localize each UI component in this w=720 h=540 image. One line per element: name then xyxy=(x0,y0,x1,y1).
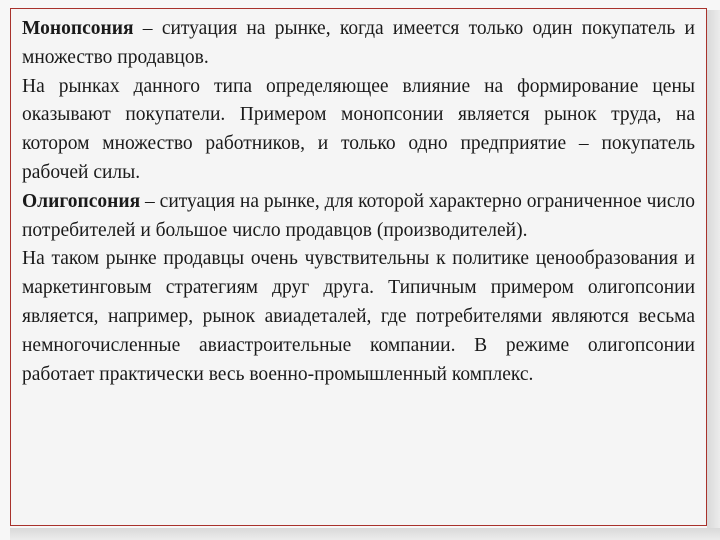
paragraph-text: – ситуация на рынке, для которой характерно ограниченное число потребителей и большое число продавцов (производителей). xyxy=(22,190,695,241)
text-frame xyxy=(10,8,707,526)
term-monopsony: Монопсония xyxy=(22,18,134,39)
slide-shadow-bottom xyxy=(10,528,720,540)
term-oligopsony: Олигопсония xyxy=(22,190,141,212)
paragraph-text: На рынках данного типа определяющее влияние на формирование цены оказывают покупатели. Примером монопсонии является рынок труда, на котором множество работников, и только одно предприятие – покупатель рабочей силы. xyxy=(22,75,695,183)
slide-shadow-right xyxy=(707,10,720,540)
paragraph-oligopsony-definition xyxy=(22,188,695,246)
paragraph-text: На таком рынке продавцы очень чувствительны к политике ценообразования и маркетинговым стратегиям друг друга. Типичным примером олигопсонии является, например, рынок авиадеталей, где потребителями являются весьма немногочисленные авиастроительные компании. В режиме олигопсонии работает практически весь военно-промышленный комплекс. xyxy=(22,248,695,385)
paragraph-monopsony-example xyxy=(22,73,695,188)
paragraph-oligopsony-example xyxy=(22,245,695,389)
paragraph-text: – ситуация на рынке, когда имеется только один покупатель и множество продавцов. xyxy=(22,18,695,68)
paragraph-monopsony-definition xyxy=(22,15,695,73)
